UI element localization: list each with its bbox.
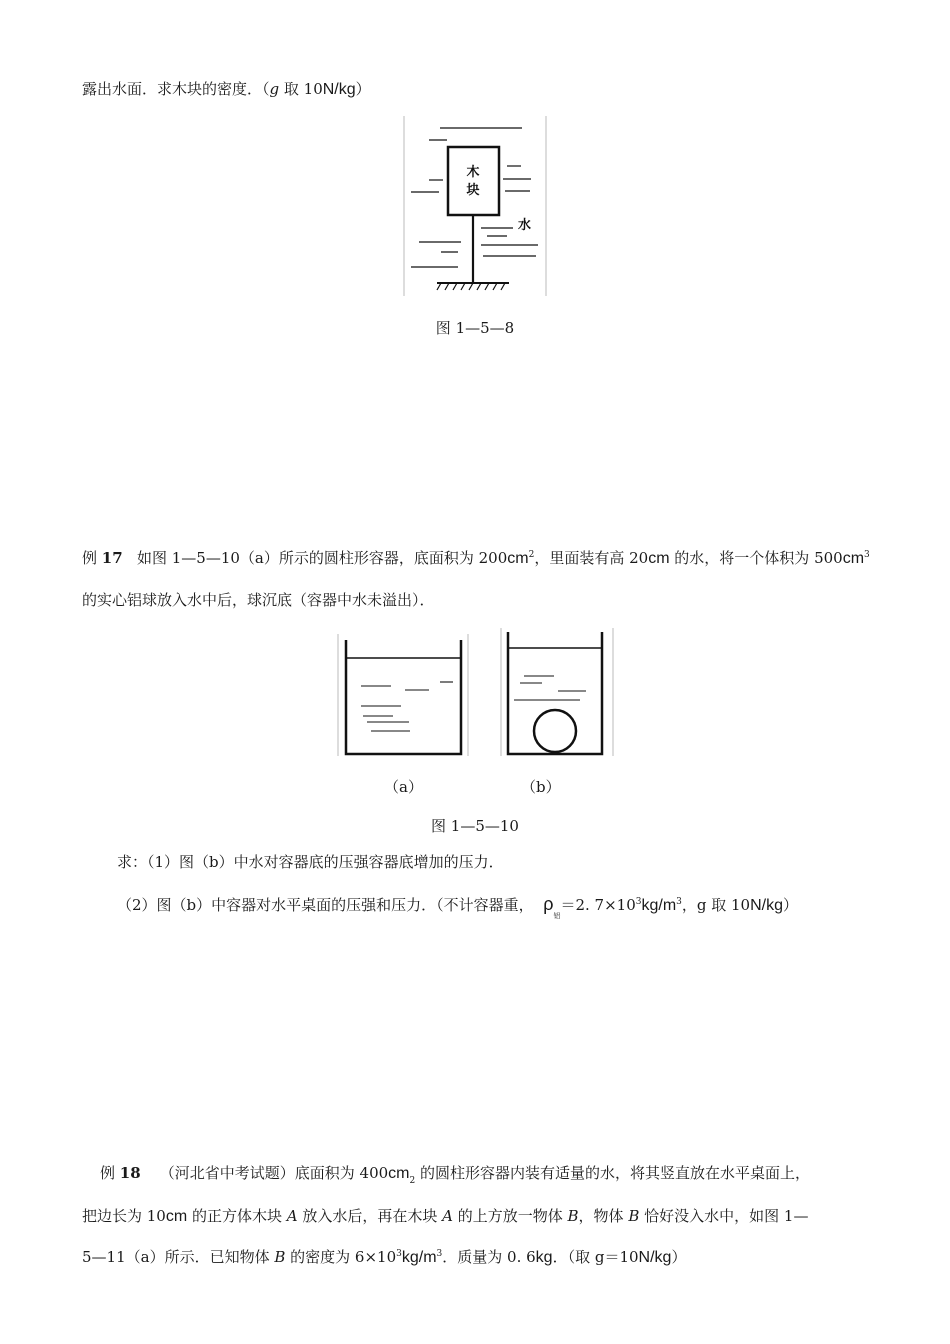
example-17-line-2: 的实心铝球放入水中后，球沉底（容器中水未溢出）． <box>82 591 435 609</box>
symbol-A: A <box>286 1207 298 1225</box>
unit-text: N/kg <box>638 1249 672 1266</box>
wood-block-label-1: 木 <box>466 165 480 180</box>
example-label: 例 <box>82 549 98 567</box>
question-1: 求：（1）图（b）中水对容器底的压强容器底增加的压力． <box>117 853 504 871</box>
symbol-B: B <box>628 1207 640 1225</box>
text-segment: 的密度为 6×10 <box>285 1248 397 1266</box>
water-lines <box>361 682 453 731</box>
water-label: 水 <box>518 218 532 233</box>
text-segment: 的正方体木块 <box>187 1207 287 1225</box>
text-segment: 的水，将一个体积为 500 <box>669 549 843 567</box>
question-2 <box>117 894 798 918</box>
superscript: 3 <box>635 897 642 907</box>
unit-text: kg/m <box>401 1249 437 1266</box>
unit-text: cm <box>165 1208 188 1225</box>
text-segment: ） <box>783 896 799 914</box>
example-18-line-2 <box>82 1206 808 1227</box>
unit-text: cm <box>388 1165 410 1182</box>
container <box>346 640 461 754</box>
text-segment: 5—11（a）所示．已知物体 <box>82 1248 275 1266</box>
example-number: 18 <box>119 1164 141 1182</box>
superscript: 3 <box>396 1249 402 1259</box>
unit-text: N/kg <box>750 897 784 914</box>
example-18-line-3 <box>82 1247 686 1270</box>
figure-1-5-10-a <box>337 634 469 758</box>
text-segment: （河北省中考试题）底面积为 400 <box>159 1164 389 1182</box>
text-segment: ＝2. 7×10 <box>560 896 636 914</box>
text-segment: 放入水后，再在木块 <box>297 1207 443 1225</box>
unit-text: kg/m <box>641 897 677 914</box>
text-segment: 的上方放一物体 <box>452 1207 568 1225</box>
g-symbol: g <box>269 80 280 98</box>
text-segment: ，里面装有高 20 <box>534 549 649 567</box>
text-segment: ．（取 g＝10 <box>552 1248 639 1266</box>
ground-hatch <box>437 283 505 290</box>
text-segment: ．质量为 0. 6 <box>442 1248 536 1266</box>
figure-b-label: （b） <box>521 778 561 796</box>
text-segment: ，g 取 10 <box>681 896 751 914</box>
figure-a-label: （a） <box>384 778 423 796</box>
symbol-B: B <box>274 1248 286 1266</box>
subscript: 2 <box>409 1176 416 1186</box>
unit-text: cm <box>507 550 529 567</box>
text-segment: （2）图（b）中容器对水平桌面的压强和压力．（不计容器重， <box>117 896 534 914</box>
text-segment: 露出水面．求木块的密度．（ <box>82 80 270 98</box>
text-segment: 的圆柱形容器内装有适量的水，将其竖直放在水平桌面上， <box>415 1164 810 1182</box>
text-segment: ，物体 <box>578 1207 629 1225</box>
figure-caption: 图 1—5—8 <box>435 319 515 337</box>
text-segment: ） <box>355 80 371 98</box>
unit-text: cm <box>648 550 670 567</box>
text-segment: 把边长为 10 <box>82 1207 166 1225</box>
figure-1-5-8 <box>403 116 548 298</box>
unit-text: cm <box>842 550 865 567</box>
example-label: 例 <box>100 1164 116 1182</box>
unit-text: N/kg <box>322 81 356 98</box>
text-segment: ） <box>671 1248 687 1266</box>
example-18-line-1 <box>100 1163 810 1186</box>
symbol-B: B <box>567 1207 579 1225</box>
superscript: 2 <box>528 550 535 560</box>
wood-block-label-2: 块 <box>466 183 480 198</box>
figure-1-5-10-b <box>500 628 615 758</box>
subscript: 铝 <box>553 912 561 920</box>
superscript: 3 <box>676 897 682 907</box>
example-17-line-1 <box>82 548 870 571</box>
problem-text-line <box>82 79 371 100</box>
water-lines <box>514 676 586 700</box>
example-number: 17 <box>101 549 123 567</box>
symbol-A: A <box>442 1207 453 1225</box>
rho-symbol: ρ <box>543 894 554 914</box>
superscript: 3 <box>864 550 870 560</box>
figure-caption: 图 1—5—10 <box>431 817 519 835</box>
text-segment: 如图 1—5—10（a）所示的圆柱形容器，底面积为 200 <box>136 549 508 567</box>
wood-block <box>448 147 499 215</box>
superscript: 3 <box>436 1249 443 1259</box>
text-segment: 取 10 <box>279 80 323 98</box>
aluminum-ball <box>534 710 576 752</box>
unit-text: kg <box>535 1249 553 1266</box>
text-segment: 恰好没入水中，如图 1— <box>639 1207 809 1225</box>
